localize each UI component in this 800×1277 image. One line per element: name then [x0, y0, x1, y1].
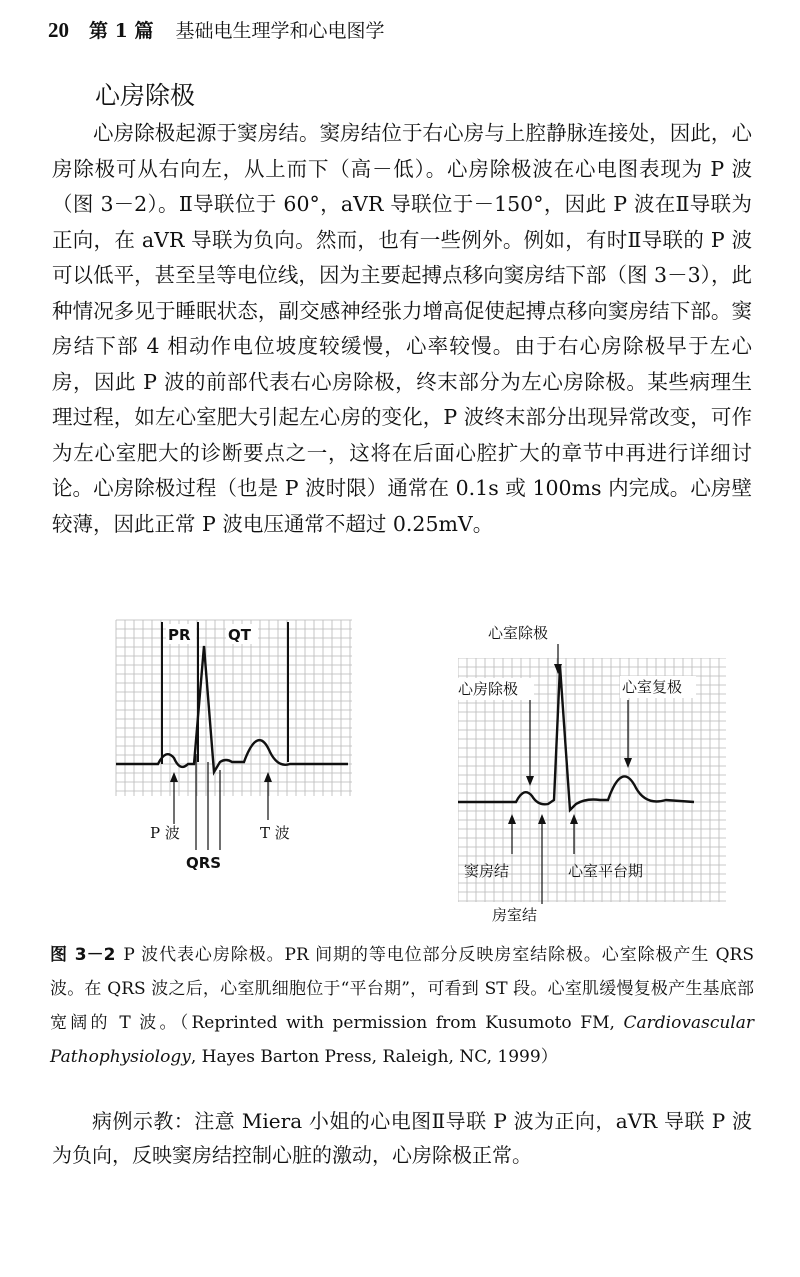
body-text — [52, 116, 752, 542]
figure-left — [108, 612, 360, 874]
caption-text-2: , Hayes Barton Press, Raleigh, NC, 1999） — [190, 1047, 558, 1067]
part-label: 第 1 篇 — [89, 20, 154, 42]
page-header — [48, 14, 768, 46]
label-ventricular-repolarization: 心室复极 — [622, 678, 683, 696]
body-paragraph: 心房除极起源于窦房结。窦房结位于右心房与上腔静脉连接处，因此，心房除极可从右向左，从上而下（高－低）。心房除极波在心电图表现为 P 波（图 3－2）。Ⅱ导联位于 60°，aVR 导联位于－150°，因此 P 波在Ⅱ导联为正向，在 aVR 导联为负向。然而，也有一些例外。例如，有时Ⅱ导联的 P 波可以低平，甚至呈等电位线，因为主要起搏点移向窦房结下部（图 3－3），此种情况多见于睡眠状态，副交感神经张力增高促使起搏点移向窦房结下部。窦房结下部 4 相动作电位坡度较缓慢，心率较慢。由于右心房除极早于左心房，因此 P 波的前部代表右心房除极，终末部分为左心房除极。某些病理生理过程，如左心室肥大引起左心房的变化，P 波终末部分出现异常改变，可作为左心室肥大的诊断要点之一，这将在后面心腔扩大的章节中再进行详细讨论。心房除极过程（也是 P 波时限）通常在 0.1s 或 100ms 内完成。心房壁较薄，因此正常 P 波电压通常不超过 0.25mV。 — [52, 121, 752, 536]
page-number: 20 — [48, 18, 69, 42]
ecg-grid-left — [116, 620, 352, 796]
section-title: 心房除极 — [95, 81, 196, 110]
label-t-wave: T 波 — [260, 824, 290, 842]
figure-left-svg — [108, 612, 360, 874]
caption-book-title: Cardiovascular Pathophysiology — [50, 1013, 754, 1067]
label-sa-node: 窦房结 — [464, 862, 510, 880]
label-ventricular-depolarization: 心室除极 — [488, 624, 549, 642]
label-av-node: 房室结 — [492, 906, 538, 924]
figure-number: 图 3－2 — [50, 945, 116, 965]
case-study — [52, 1104, 752, 1172]
label-qt: QT — [228, 626, 251, 644]
label-pr: PR — [168, 626, 191, 644]
figure-caption — [50, 938, 754, 1074]
label-plateau-phase: 心室平台期 — [568, 862, 644, 880]
label-p-wave: P 波 — [150, 824, 180, 842]
caption-text-1: P 波代表心房除极。PR 间期的等电位部分反映房室结除极。心室除极产生 QRS 波。在 QRS 波之后，心室肌细胞位于“平台期”，可看到 ST 段。心室肌缓慢复极产生基底部宽阔的 T 波。（Reprinted with permission from Kusumoto FM, — [50, 945, 754, 1033]
figure-right — [450, 614, 732, 930]
case-paragraph: 病例示教：注意 Miera 小姐的心电图Ⅱ导联 P 波为正向，aVR 导联 P 波为负向，反映窦房结控制心脏的激动，心房除极正常。 — [52, 1109, 752, 1167]
label-qrs: QRS — [186, 854, 222, 872]
figure-right-svg — [450, 614, 732, 930]
label-atrial-depolarization: 心房除极 — [458, 680, 519, 698]
part-title: 基础电生理学和心电图学 — [175, 20, 385, 42]
